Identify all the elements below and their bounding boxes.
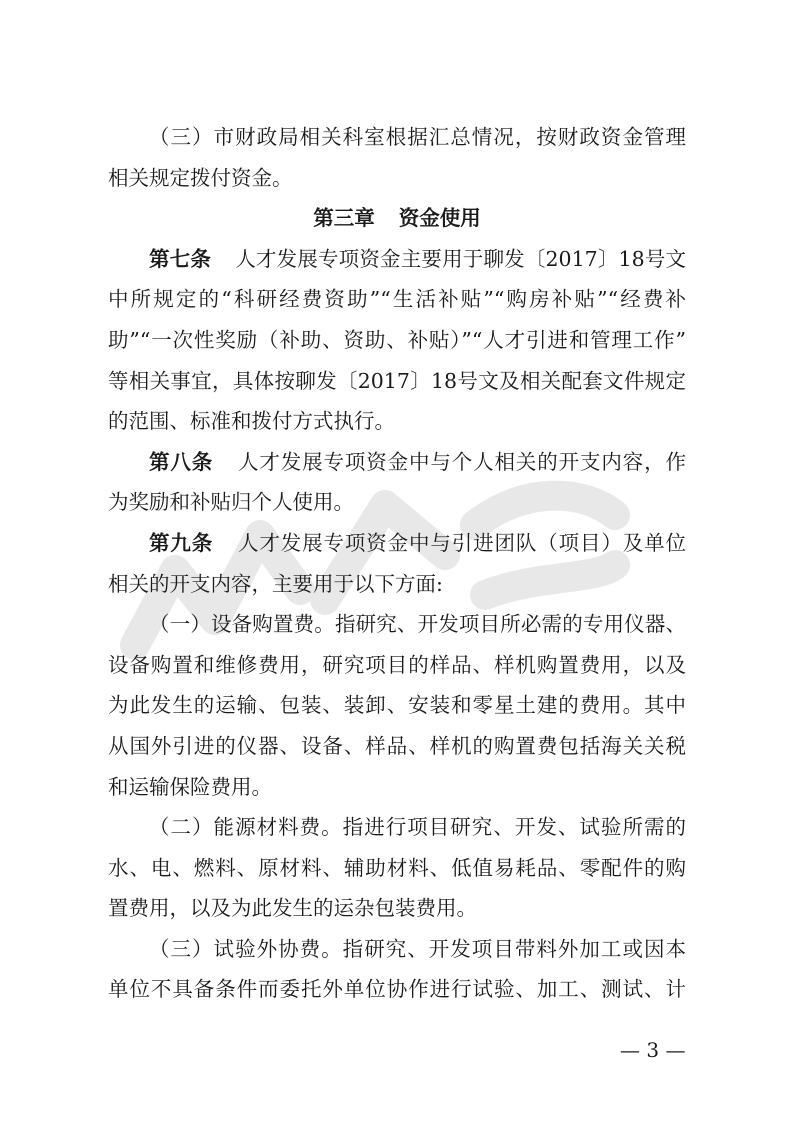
text-line: 相关规定拨付资金。: [108, 165, 293, 190]
article-9-first-line: 第九条 人才发展专项资金中与引进团队（项目）及单位: [149, 530, 686, 555]
text-line: （三）试验外协费。指研究、开发项目带料外加工或因本: [149, 936, 686, 961]
text-line: 为奖励和补贴归个人使用。: [108, 490, 354, 515]
article-8-first-line: 第八条 人才发展专项资金中与个人相关的开支内容，作: [149, 449, 686, 474]
text-line: 相关的开支内容，主要用于以下方面:: [108, 571, 443, 596]
article-8-label: 第八条: [149, 449, 214, 474]
document-body: [108, 117, 686, 1010]
chapter-title: 资金使用: [398, 206, 481, 231]
text-line: 中所规定的“科研经费资助”“生活补贴”“购房补贴”“经费补: [108, 287, 686, 312]
chapter-number: 第三章: [313, 206, 375, 231]
chapter-heading: [108, 198, 686, 239]
text-line: 水、电、燃料、原材料、辅助材料、低值易耗品、零配件的购: [108, 855, 686, 880]
text-line: 为此发生的运输、包装、装卸、安装和零星土建的费用。其中: [108, 693, 686, 718]
text-line: （二）能源材料费。指进行项目研究、开发、试验所需的: [149, 815, 686, 840]
page-number: — 3 —: [620, 1038, 686, 1062]
text-line: （一）设备购置费。指研究、开发项目所必需的专用仪器、: [149, 612, 686, 637]
text-line: （三）市财政局相关科室根据汇总情况，按财政资金管理: [149, 125, 686, 149]
text-line: 从国外引进的仪器、设备、样品、样机的购置费包括海关关税: [108, 733, 686, 758]
article-7-label: 第七条: [149, 246, 212, 271]
text-line: 置费用，以及为此发生的运杂包装费用。: [108, 896, 477, 921]
article-9-label: 第九条: [149, 530, 214, 555]
article-7-first-line: 第七条 人才发展专项资金主要用于聊发〔2017〕18号文: [149, 246, 686, 271]
text-line: 单位不具备条件而委托外单位协作进行试验、加工、测试、计: [108, 977, 686, 1002]
text-line: 等相关事宜，具体按聊发〔2017〕18号文及相关配套文件规定: [108, 368, 686, 393]
text-line: 设备购置和维修费用，研究项目的样品、样机购置费用，以及: [108, 652, 686, 677]
text-line: 和运输保险费用。: [108, 774, 272, 799]
text-line: 的范围、标准和拨付方式执行。: [108, 409, 395, 434]
text-line: 助”“一次性奖励（补助、资助、补贴）”“人才引进和管理工作”: [108, 327, 686, 352]
